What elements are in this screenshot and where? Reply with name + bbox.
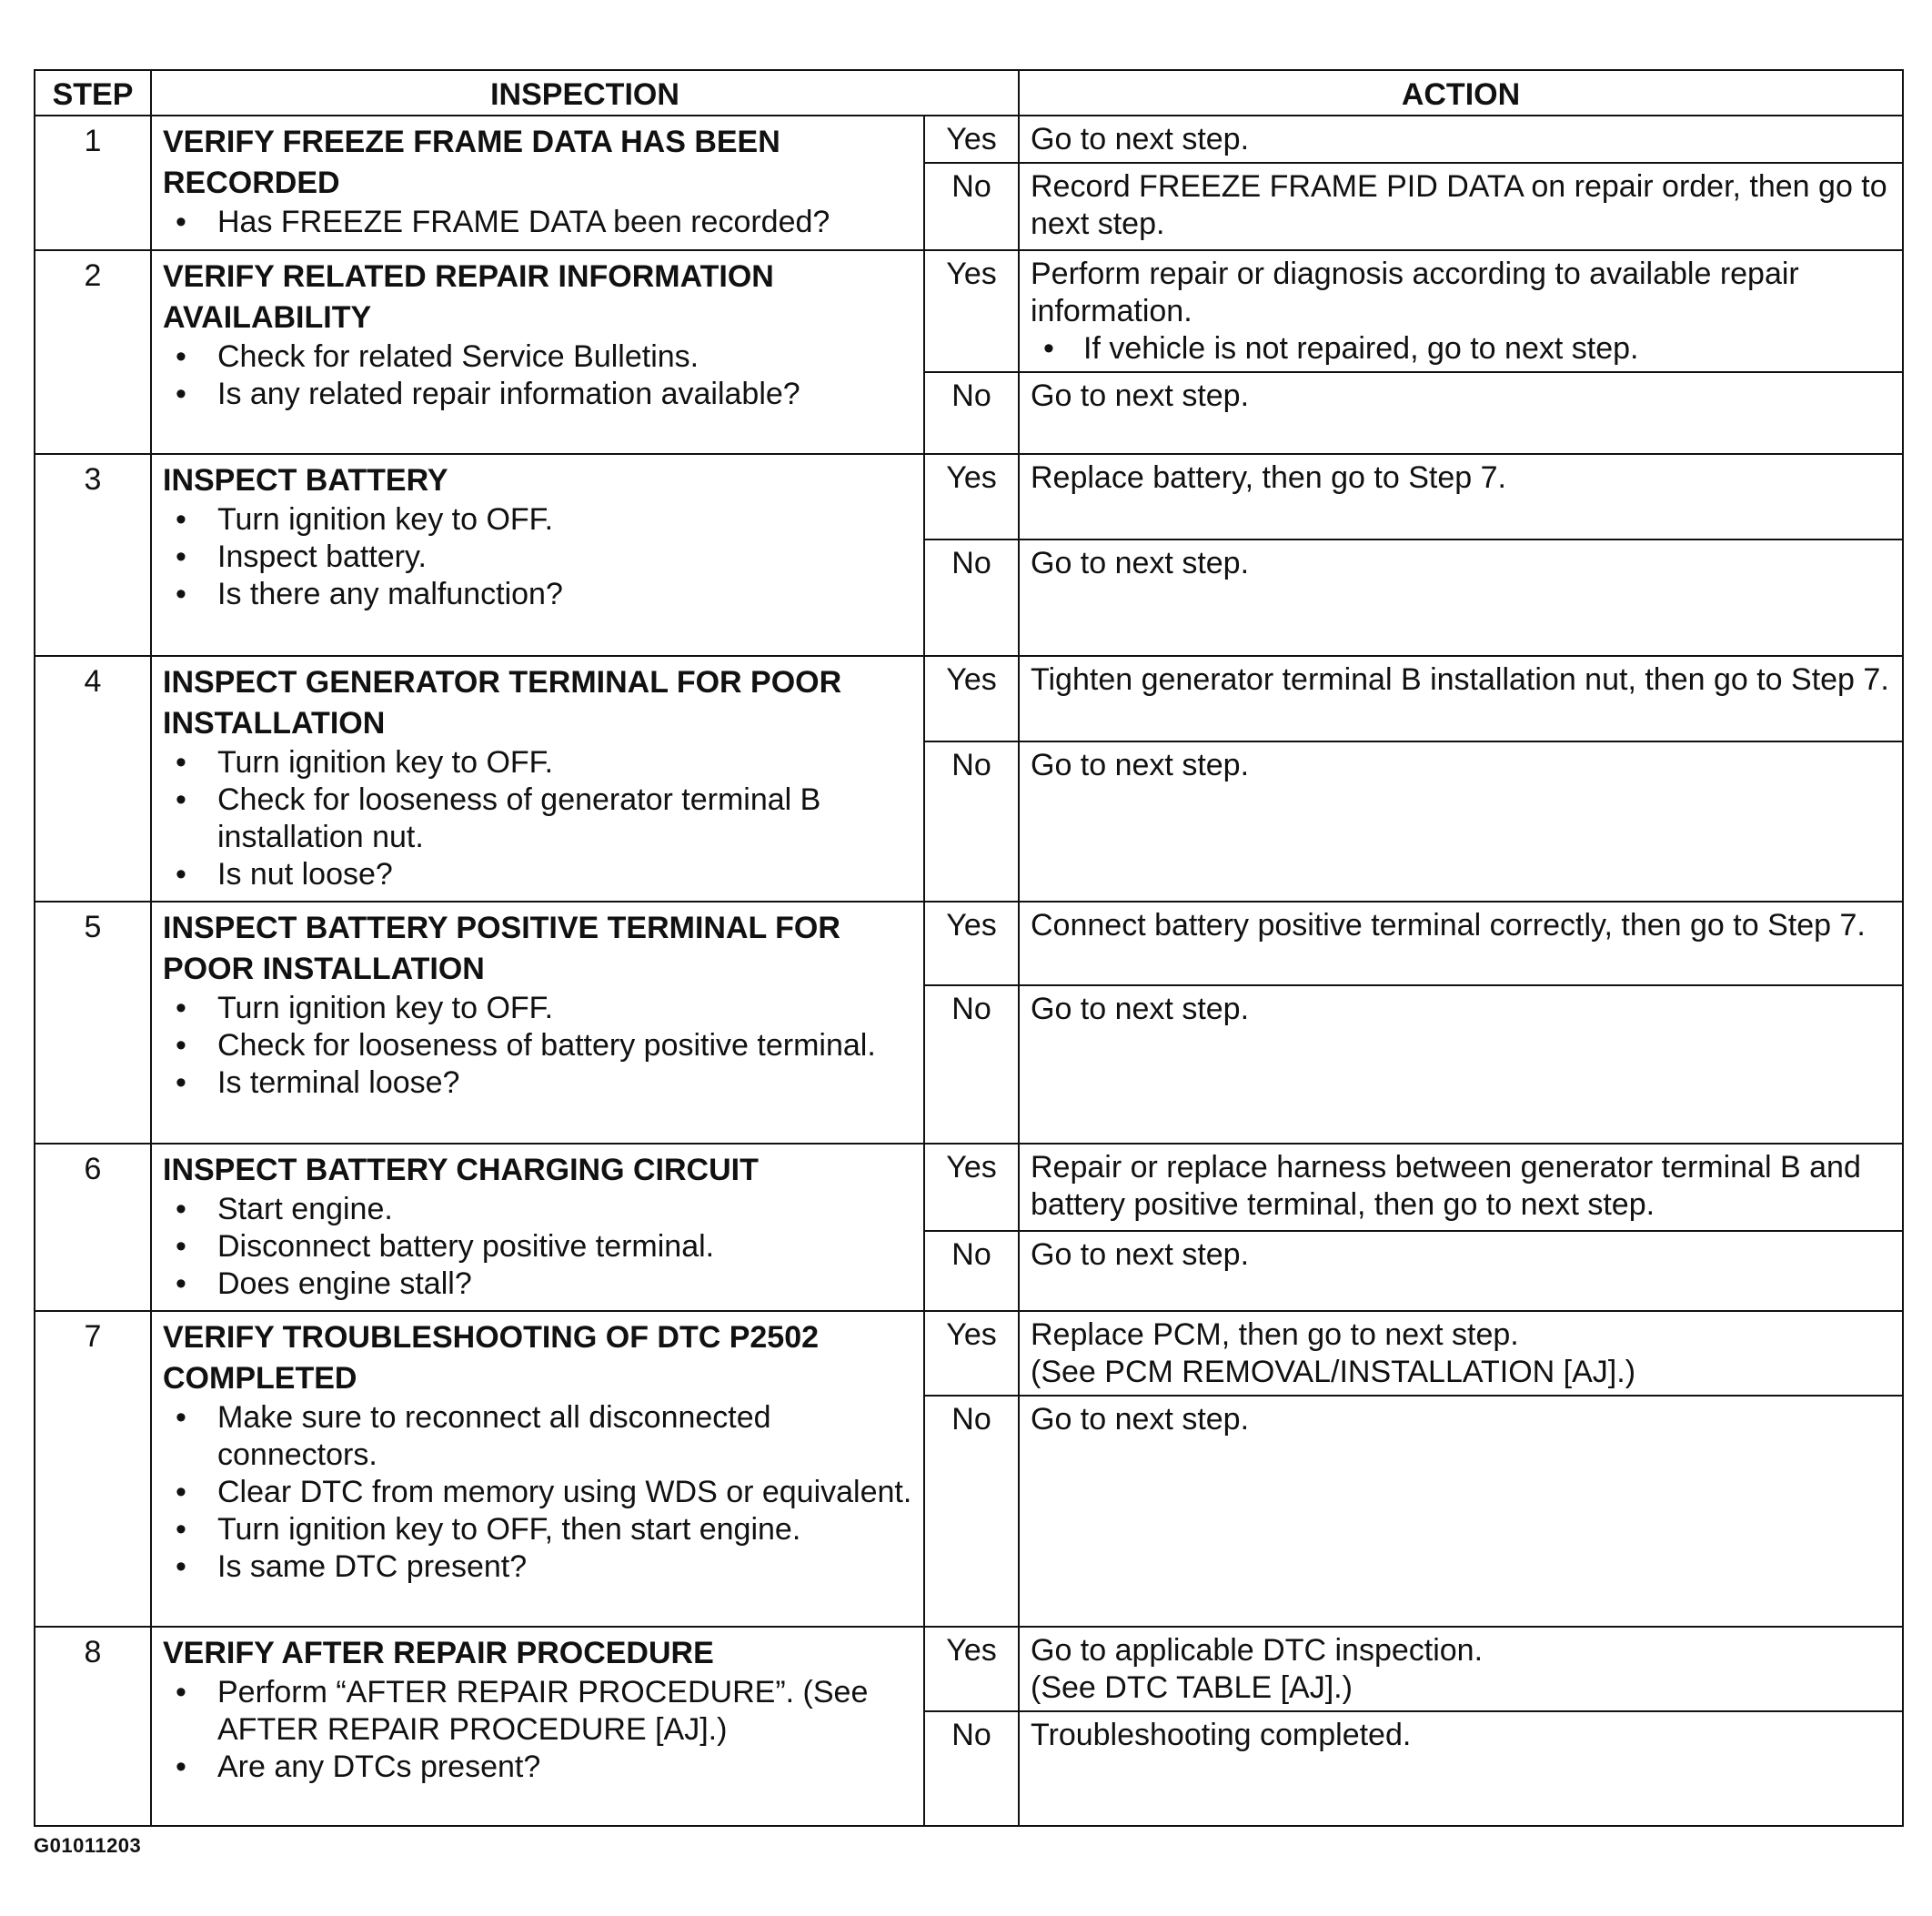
table-row bbox=[35, 454, 1903, 540]
step-number: 1 bbox=[35, 116, 151, 250]
no-label: No bbox=[924, 372, 1019, 454]
yes-action: Tighten generator terminal B installation nut, then go to Step 7. bbox=[1019, 656, 1903, 741]
inspection-cell bbox=[151, 1311, 924, 1627]
yes-label: Yes bbox=[924, 454, 1019, 540]
yes-action: Perform repair or diagnosis according to available repair information. bbox=[1031, 257, 1799, 328]
step-number: 3 bbox=[35, 454, 151, 656]
header-inspection: INSPECTION bbox=[151, 70, 1019, 116]
inspection-bullet: • Is nut loose? bbox=[163, 856, 914, 893]
table-row bbox=[35, 656, 1903, 741]
inspection-bullet: • Is any related repair information available? bbox=[163, 376, 914, 413]
step-number: 4 bbox=[35, 656, 151, 902]
no-action: Go to next step. bbox=[1019, 540, 1903, 656]
yes-action: Go to next step. bbox=[1019, 116, 1903, 163]
no-action: Go to next step. bbox=[1019, 741, 1903, 902]
yes-action-reference: (See PCM REMOVAL/INSTALLATION [AJ].) bbox=[1031, 1355, 1636, 1389]
yes-label: Yes bbox=[924, 1627, 1019, 1711]
no-label: No bbox=[924, 540, 1019, 656]
table-row bbox=[35, 902, 1903, 985]
no-action: Go to next step. bbox=[1019, 1396, 1903, 1627]
no-action: Go to next step. bbox=[1019, 1231, 1903, 1311]
inspection-bullet: • Perform “AFTER REPAIR PROCEDURE”. (See AFTER REPAIR PROCEDURE [AJ].) bbox=[163, 1674, 914, 1749]
inspection-bullet: • Does engine stall? bbox=[163, 1266, 914, 1303]
yes-action-cell bbox=[1019, 1311, 1903, 1396]
no-label: No bbox=[924, 1396, 1019, 1627]
inspection-bullet: • Is terminal loose? bbox=[163, 1064, 914, 1102]
inspection-cell bbox=[151, 656, 924, 902]
inspection-bullet: • Turn ignition key to OFF, then start engine. bbox=[163, 1511, 914, 1548]
yes-label: Yes bbox=[924, 116, 1019, 163]
inspection-bullet: • Turn ignition key to OFF. bbox=[163, 501, 914, 539]
inspection-cell bbox=[151, 454, 924, 656]
yes-label: Yes bbox=[924, 656, 1019, 741]
table-row bbox=[35, 1627, 1903, 1711]
yes-label: Yes bbox=[924, 902, 1019, 985]
yes-action: Go to applicable DTC inspection. bbox=[1031, 1633, 1484, 1668]
inspection-bullet: • Make sure to reconnect all disconnected connectors. bbox=[163, 1399, 914, 1474]
figure-id: G01011203 bbox=[34, 1834, 142, 1857]
yes-action-cell bbox=[1019, 250, 1903, 372]
table-row bbox=[35, 250, 1903, 372]
inspection-title: VERIFY TROUBLESHOOTING OF DTC P2502 COMPLETED bbox=[163, 1320, 820, 1396]
table-header-row bbox=[35, 70, 1903, 116]
yes-label: Yes bbox=[924, 250, 1019, 372]
inspection-bullet: • Check for looseness of generator terminal B installation nut. bbox=[163, 782, 914, 856]
inspection-bullet: • Has FREEZE FRAME DATA been recorded? bbox=[163, 204, 914, 241]
step-number: 5 bbox=[35, 902, 151, 1144]
inspection-cell bbox=[151, 1144, 924, 1311]
inspection-cell bbox=[151, 1627, 924, 1826]
yes-action-reference: (See DTC TABLE [AJ].) bbox=[1031, 1670, 1353, 1705]
no-action: Go to next step. bbox=[1019, 985, 1903, 1144]
step-number: 2 bbox=[35, 250, 151, 454]
yes-action: Connect battery positive terminal correctly, then go to Step 7. bbox=[1019, 902, 1903, 985]
inspection-title: INSPECT BATTERY POSITIVE TERMINAL FOR POOR INSTALLATION bbox=[163, 911, 840, 986]
no-action: Troubleshooting completed. bbox=[1019, 1711, 1903, 1826]
inspection-bullet: • Are any DTCs present? bbox=[163, 1749, 914, 1786]
action-bullet: • If vehicle is not repaired, go to next step. bbox=[1031, 330, 1893, 368]
no-label: No bbox=[924, 1231, 1019, 1311]
inspection-bullet: • Clear DTC from memory using WDS or equivalent. bbox=[163, 1474, 914, 1511]
yes-action-cell bbox=[1019, 1627, 1903, 1711]
inspection-title: INSPECT BATTERY bbox=[163, 463, 448, 498]
step-number: 8 bbox=[35, 1627, 151, 1826]
no-label: No bbox=[924, 985, 1019, 1144]
troubleshooting-table bbox=[34, 69, 1904, 1827]
yes-action: Replace battery, then go to Step 7. bbox=[1019, 454, 1903, 540]
yes-label: Yes bbox=[924, 1311, 1019, 1396]
inspection-bullet: • Check for looseness of battery positive terminal. bbox=[163, 1027, 914, 1064]
inspection-title: VERIFY FREEZE FRAME DATA HAS BEEN RECORDED bbox=[163, 125, 780, 200]
no-label: No bbox=[924, 163, 1019, 250]
yes-action: Replace PCM, then go to next step. bbox=[1031, 1317, 1519, 1352]
no-action: Go to next step. bbox=[1019, 372, 1903, 454]
step-number: 7 bbox=[35, 1311, 151, 1627]
inspection-cell bbox=[151, 116, 924, 250]
yes-label: Yes bbox=[924, 1144, 1019, 1231]
inspection-bullet: • Check for related Service Bulletins. bbox=[163, 338, 914, 376]
no-label: No bbox=[924, 1711, 1019, 1826]
table-row bbox=[35, 116, 1903, 163]
inspection-cell bbox=[151, 902, 924, 1144]
inspection-bullet: • Turn ignition key to OFF. bbox=[163, 990, 914, 1027]
inspection-title: INSPECT BATTERY CHARGING CIRCUIT bbox=[163, 1153, 759, 1187]
inspection-bullet: • Turn ignition key to OFF. bbox=[163, 744, 914, 782]
inspection-bullet: • Is same DTC present? bbox=[163, 1548, 914, 1586]
table-row bbox=[35, 1144, 1903, 1231]
inspection-bullet: • Disconnect battery positive terminal. bbox=[163, 1228, 914, 1266]
step-number: 6 bbox=[35, 1144, 151, 1311]
inspection-bullet: • Is there any malfunction? bbox=[163, 576, 914, 613]
header-action: ACTION bbox=[1019, 70, 1903, 116]
table-row bbox=[35, 1311, 1903, 1396]
inspection-title: VERIFY RELATED REPAIR INFORMATION AVAILABILITY bbox=[163, 259, 774, 335]
inspection-bullet: • Inspect battery. bbox=[163, 539, 914, 576]
no-label: No bbox=[924, 741, 1019, 902]
yes-action: Repair or replace harness between generator terminal B and battery positive terminal, then go to next step. bbox=[1019, 1144, 1903, 1231]
inspection-title: VERIFY AFTER REPAIR PROCEDURE bbox=[163, 1636, 714, 1670]
inspection-title: INSPECT GENERATOR TERMINAL FOR POOR INSTALLATION bbox=[163, 665, 842, 741]
inspection-bullet: • Start engine. bbox=[163, 1191, 914, 1228]
inspection-cell bbox=[151, 250, 924, 454]
no-action: Record FREEZE FRAME PID DATA on repair order, then go to next step. bbox=[1019, 163, 1903, 250]
header-step: STEP bbox=[35, 70, 151, 116]
